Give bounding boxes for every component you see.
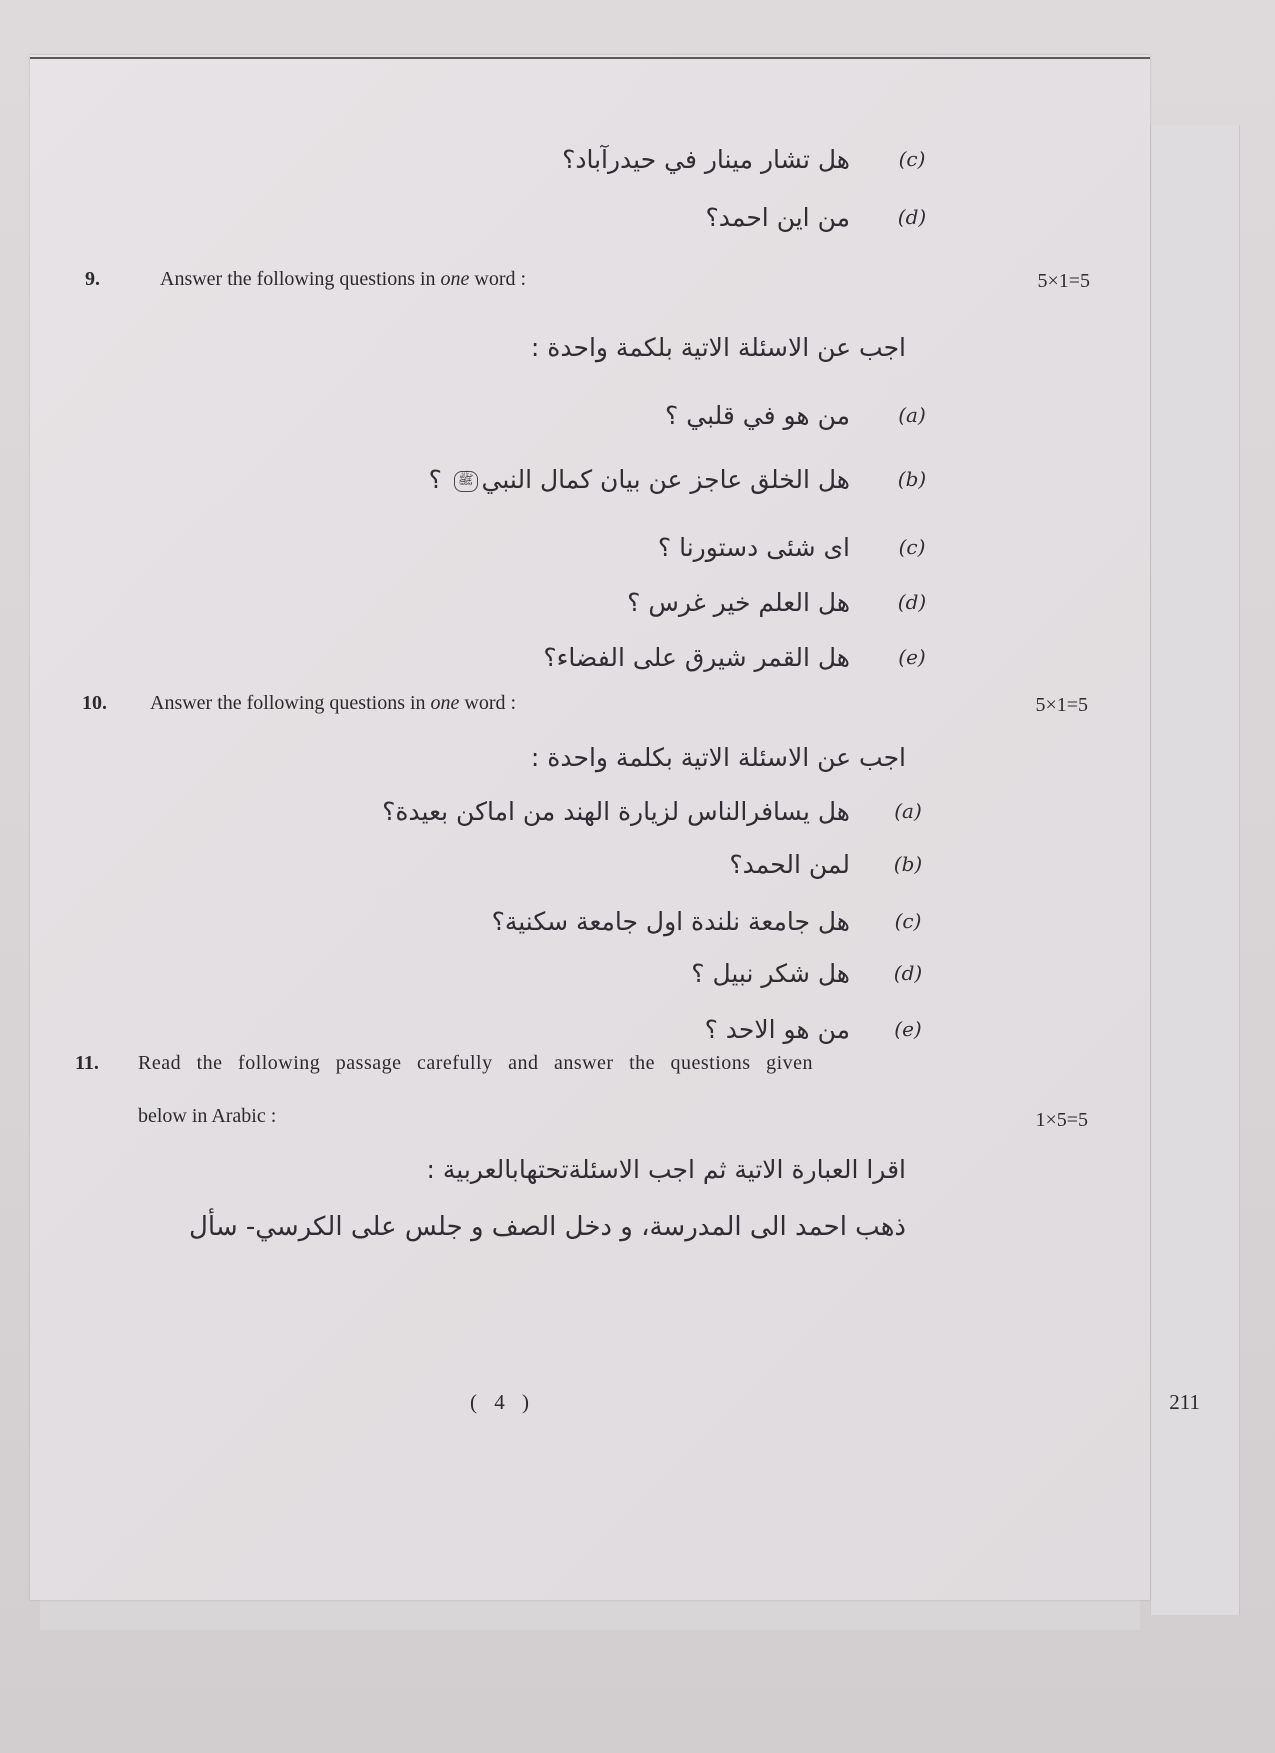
arabic-question: من هو الاحد ؟ bbox=[704, 1015, 850, 1044]
item-letter: (d) bbox=[897, 590, 927, 614]
arabic-question: هل يسافرالناس لزيارة الهند من اماكن بعيدة؟ bbox=[382, 797, 850, 826]
q11-passage bbox=[30, 1212, 1150, 1252]
item-letter: (a) bbox=[898, 403, 926, 427]
q9-item-b bbox=[30, 465, 1150, 505]
item-letter: (b) bbox=[893, 852, 923, 876]
q9-item-e bbox=[30, 643, 1150, 683]
q9-item-a bbox=[30, 401, 1150, 441]
arabic-question: لمن الحمد؟ bbox=[729, 850, 850, 879]
q11-heading bbox=[30, 1052, 1150, 1092]
arabic-question: من اين احمد؟ bbox=[705, 203, 850, 232]
q9-arabic-instruction bbox=[30, 333, 1150, 373]
item-letter: (d) bbox=[893, 961, 923, 985]
question-text: Read the following passage carefully and answer the questions given bbox=[138, 1052, 814, 1074]
top-rule bbox=[30, 57, 1150, 59]
paper-code: 211 bbox=[1169, 1390, 1200, 1414]
marks: 5×1=5 bbox=[1035, 694, 1088, 716]
arabic-instruction: اجب عن الاسئلة الاتية بلكمة واحدة : bbox=[530, 333, 906, 362]
question-text-line2: below in Arabic : bbox=[138, 1105, 277, 1127]
item-letter: (d) bbox=[897, 205, 927, 229]
arabic-question: هل العلم خير غرس ؟ bbox=[627, 588, 850, 617]
item-letter: (e) bbox=[894, 1017, 922, 1041]
q10-item-d bbox=[30, 959, 1150, 999]
question-number: 9. bbox=[85, 268, 100, 290]
q10-item-a bbox=[30, 797, 1150, 837]
q10-arabic-instruction bbox=[30, 743, 1150, 783]
q10-heading bbox=[30, 692, 1150, 732]
q11-heading-line2 bbox=[30, 1105, 1150, 1145]
arabic-question: هل القمر شيرق على الفضاء؟ bbox=[543, 643, 850, 672]
arabic-instruction: اقرا العبارة الاتية ثم اجب الاسئلةتحتهابالعربية : bbox=[426, 1155, 906, 1184]
q10-item-c bbox=[30, 907, 1150, 947]
item-letter: (c) bbox=[898, 535, 926, 559]
honorific-symbol: ﷺ bbox=[454, 471, 478, 492]
question-number: 11. bbox=[75, 1052, 99, 1074]
question-number: 10. bbox=[82, 692, 107, 714]
question-text: Answer the following questions in one word : bbox=[150, 692, 517, 714]
arabic-question: هل شكر نبيل ؟ bbox=[691, 959, 850, 988]
q9-item-d bbox=[30, 588, 1150, 628]
q9-item-c bbox=[30, 533, 1150, 573]
arabic-question: من هو في قلبي ؟ bbox=[665, 401, 850, 430]
item-letter: (c) bbox=[894, 909, 922, 933]
q10-item-b bbox=[30, 850, 1150, 890]
arabic-question: هل جامعة نلندة اول جامعة سكنية؟ bbox=[491, 907, 850, 936]
arabic-question: هل تشار مينار في حيدرآباد؟ bbox=[562, 145, 850, 174]
arabic-question: هل الخلق عاجز عن بيان كمال النبيﷺ ؟ bbox=[428, 465, 850, 494]
q8-item-d bbox=[30, 203, 1150, 243]
arabic-question: اى شئى دستورنا ؟ bbox=[657, 533, 850, 562]
question-text: Answer the following questions in one word : bbox=[160, 268, 527, 290]
item-letter: (a) bbox=[894, 799, 922, 823]
q11-arabic-instruction bbox=[30, 1155, 1150, 1195]
page-number: ( 4 ) bbox=[470, 1390, 535, 1414]
q8-item-c bbox=[30, 145, 1150, 185]
item-letter: (c) bbox=[898, 147, 926, 171]
marks: 5×1=5 bbox=[1037, 270, 1090, 292]
marks: 1×5=5 bbox=[1035, 1109, 1088, 1131]
item-letter: (e) bbox=[898, 645, 926, 669]
item-letter: (b) bbox=[897, 467, 927, 491]
q9-heading bbox=[30, 268, 1150, 308]
arabic-instruction: اجب عن الاسئلة الاتية بكلمة واحدة : bbox=[530, 743, 906, 772]
q10-item-e bbox=[30, 1015, 1150, 1055]
exam-page bbox=[30, 55, 1150, 1600]
arabic-passage-line: ذهب احمد الى المدرسة، و دخل الصف و جلس على الكرسي- سأل bbox=[189, 1212, 906, 1242]
